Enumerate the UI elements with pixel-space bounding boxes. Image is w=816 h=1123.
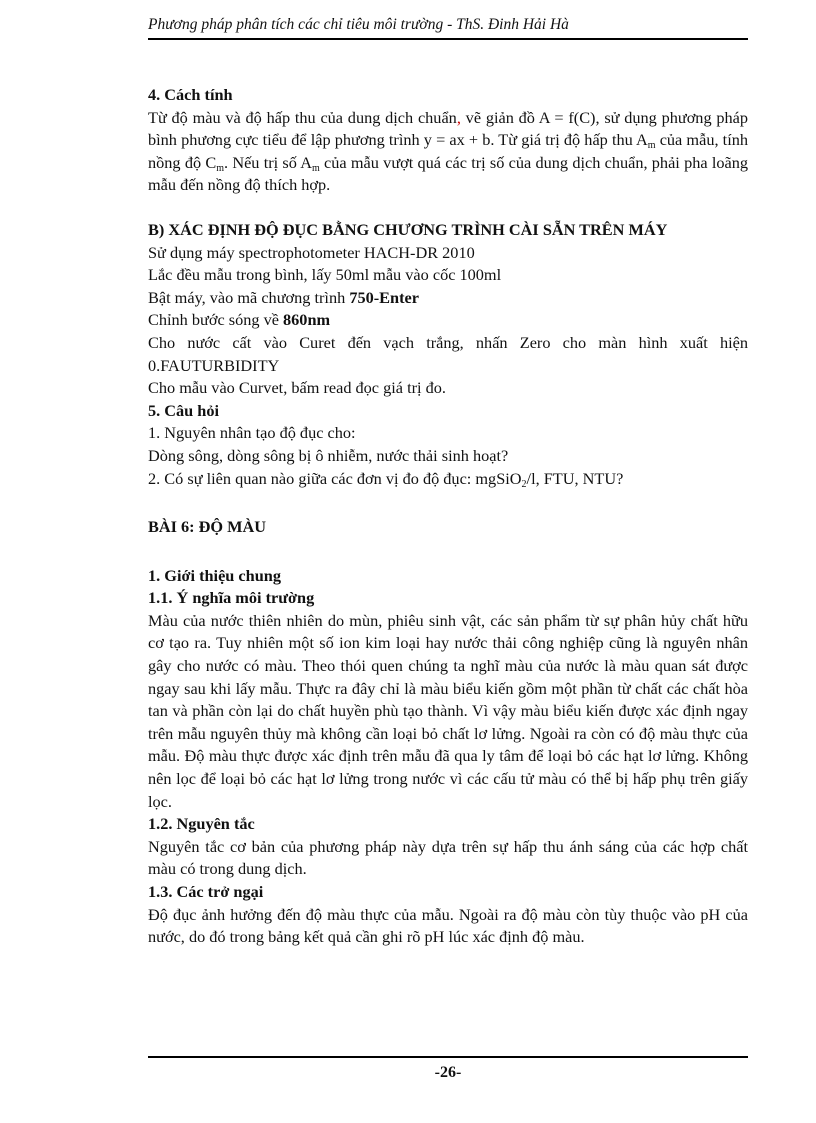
section-b-heading: B) XÁC ĐỊNH ĐỘ ĐỤC BẰNG CHƯƠNG TRÌNH CÀI SẴN TRÊN MÁY xyxy=(148,219,668,239)
section-b-line-4: Chỉnh bước sóng về 860nm xyxy=(148,310,331,330)
lesson-6-section-1-2-heading: 1.2. Nguyên tắc xyxy=(148,814,255,834)
section-b-line-6: Cho mẫu vào Curvet, bấm read đọc giá trị đo. xyxy=(148,378,446,398)
question-2: 2. Có sự liên quan nào giữa các đơn vị đo độ đục: mgSiO$_2$/l, FTU, NTU? xyxy=(148,468,624,490)
page-number: -26- xyxy=(434,1064,462,1081)
section-b-line-3: Bật máy, vào mã chương trình 750-Enter xyxy=(148,287,419,307)
header-title: Phương pháp phân tích các chỉ tiêu môi trường - ThS. Đinh Hải Hà xyxy=(148,16,569,33)
section-b-line-5: Cho nước cất vào Curet đến vạch trắng, nhấn Zero cho màn hình xuất hiện 0.FAUTURBIDITY xyxy=(148,332,748,375)
question-1-detail: Dòng sông, dòng sông bị ô nhiễm, nước thải sinh hoạt? xyxy=(148,445,509,465)
page-content xyxy=(148,84,748,949)
section-b-line-2: Lắc đều mẫu trong bình, lấy 50ml mẫu vào cốc 100ml xyxy=(148,265,502,285)
lesson-6-section-1-1-paragraph: Màu của nước thiên nhiên do mùn, phiêu sinh vật, các sản phẩm từ sự phân hủy chất hữu cơ tạo ra. Tuy nhiên một số ion kim loại hay nước thải công nghiệp cũng là nguyên nhân gây cho nước có màu. Theo thói quen chúng ta nghĩ màu của nước là màu quan sát được ngay sau khi lấy mẫu. Thực ra đây chỉ là màu biểu kiến gồm một phần từ chất các chất hòa tan và phần còn lại do chất huyền phù tạo thành. Vì vậy màu biểu kiến được xác định ngay trên mẫu nguyên thủy mà không cần loại bỏ chất lơ lửng. Ngoài ra còn có độ màu thực của mẫu. Độ màu thực được xác định trên mẫu đã qua ly tâm để loại bỏ các hạt lơ lửng. Không nên lọc để loại bỏ các hạt lơ lửng trong nước vì các cấu tử màu có thể bị hấp phụ trên giấy lọc. xyxy=(148,610,748,811)
question-1: 1. Nguyên nhân tạo độ đục cho: xyxy=(148,423,356,443)
section-4-heading: 4. Cách tính xyxy=(148,85,233,104)
lesson-6-section-1-2-paragraph: Nguyên tắc cơ bản của phương pháp này dựa trên sự hấp thu ánh sáng của các hợp chất màu có trong dung dịch. xyxy=(148,836,748,879)
section-4-paragraph: Từ độ màu và độ hấp thu của dung dịch chuẩn, vẽ giản đồ A = f(C), sử dụng phương pháp bình phương cực tiểu để lập phương trình y = ax + b. Từ giá trị độ hấp thu $A_m$ của mẫu, tính nồng độ $C_m$. Nếu trị số $A_m$ của mẫu vượt quá các trị số của dung dịch chuẩn, phải pha loãng mẫu đến nồng độ thích hợp. xyxy=(148,107,749,195)
page-footer xyxy=(148,1056,748,1081)
lesson-6-section-1-3-heading: 1.3. Các trở ngại xyxy=(148,882,264,901)
section-b-line-1: Sử dụng máy spectrophotometer HACH-DR 2010 xyxy=(148,242,475,262)
lesson-6-section-1-1-heading: 1.1. Ý nghĩa môi trường xyxy=(148,588,315,608)
lesson-6-heading: BÀI 6: ĐỘ MÀU xyxy=(148,517,267,537)
lesson-6-section-1-3-paragraph: Độ đục ảnh hưởng đến độ màu thực của mẫu. Ngoài ra độ màu còn tùy thuộc vào pH của nước, do đó trong bảng kết quả cần ghi rõ pH lúc xác định độ màu. xyxy=(148,904,748,947)
lesson-6-section-1-heading: 1. Giới thiệu chung xyxy=(148,565,281,585)
page-header xyxy=(148,14,748,40)
section-5-heading: 5. Câu hỏi xyxy=(148,400,220,420)
